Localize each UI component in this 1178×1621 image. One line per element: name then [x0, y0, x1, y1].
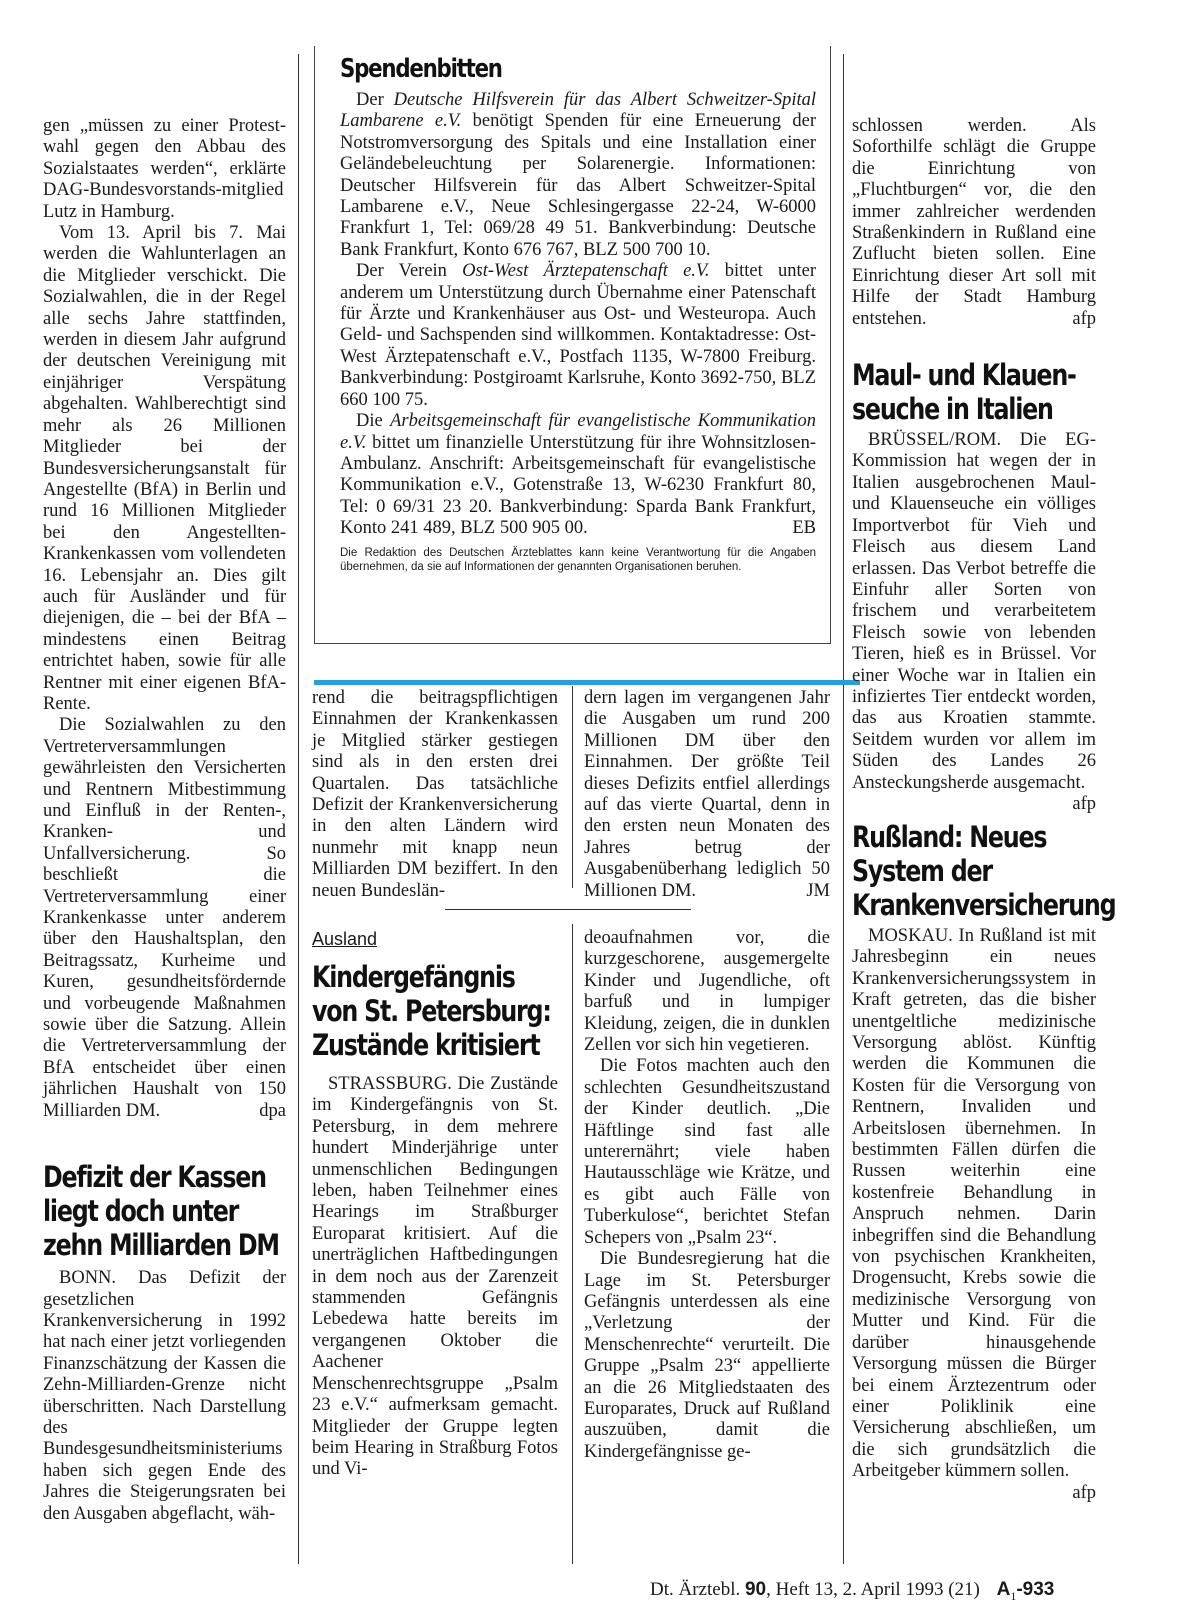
spendenbitten-content: [340, 54, 816, 575]
spenden-p3-text: bittet um finanzielle Unterstützung für ihre Wohnsitzlosen-Ambulanz. Anschrift: Arbeitsgemeinschaft für evangelistische Kommunikation e.V., Gotenstraße 13, W-6230 Frankfurt 80, Tel: 0 69/31 23 20. Bankverbindung: Sparda Bank Frankfurt, Konto 241 489, BLZ 500 905 00.: [340, 432, 816, 539]
spenden-p1-text: benötigt Spenden für eine Erneuerung der Notstromversorgung des Spitals und eine Installation einer Geländebeleuchtung per Solarenergie. Informationen: Deutscher Hilfsverein für das Albert Schweitzer-Spital Lambarene e.V., Neue Schlesingergasse 22-24, W-6000 Frankfurt 1, Tel: 069/28 49 51. Bankverbindung: Deutsche Bank Frankfurt, Konto 676 767, BLZ 500 700 10.: [340, 111, 816, 260]
headline-defizit: [43, 1160, 286, 1262]
paragraph-strassburg: STRASSBURG. Die Zustände im Kindergefängnis von St. Petersburg, in dem mehrere hundert Minderjährige unter unmenschlichen Bedingungen leben, haben Teilnehmer eines Hearings im Straßburger Europarat kritisiert. Auf die unerträglichen Haftbedingungen in dem noch aus der Zarenzeit stammenden Gefängnis Lebedewa hatte bereits im vergangenen Oktober die Aachener Menschenrechtsgruppe „Psalm 23 e.V.“ aufmerksam gemacht. Mitglieder der Gruppe legten beim Hearing in Straßburg Fotos und Vi-: [312, 1074, 558, 1480]
headline-defizit-line-3: zehn Milliarden DM: [43, 1228, 279, 1263]
agency-signature: dpa: [259, 1100, 286, 1121]
paragraph-defizit-cont-2-text: dern lagen im vergangenen Jahr die Ausgaben um rund 200 Millionen DM über den Einnahmen. Der größte Teil dieses Defizits entfiel allerdings auf das vierte Quartal, denn in den ersten neun Monaten des Jahres betrug der Ausgabenüberhang lediglich 50 Millionen DM.: [584, 688, 830, 901]
headline-maul-line-1: Maul- und Klauen-: [852, 358, 1076, 393]
article-divider: [445, 909, 691, 910]
footer-page-sub: 1: [1010, 1588, 1017, 1603]
agency-signature: afp: [1072, 308, 1096, 329]
defizit-continuation-col-2: [312, 688, 558, 902]
accent-divider: [314, 680, 860, 685]
headline-russland-line-3: Krankenversicherung: [852, 887, 1116, 922]
spenden-p2-org: Ost-West Ärztepatenschaft e.V.: [462, 261, 710, 282]
paragraph-fotos: Die Fotos machten auch den schlechten Gesundheitszustand der Kinder deutlich. „Die Häftlinge sind fast alle unterernährt; viele haben Hautausschläge wie Krätze, und es gibt auch Fälle von Tuberkulose“, berichtet Stefan Schepers von „Psalm 23“.: [584, 1056, 830, 1248]
headline-maul-line-2: seuche in Italien: [852, 392, 1053, 427]
page-footer: [650, 1579, 1054, 1604]
headline-kindergefaengnis-line-1: Kindergefängnis: [312, 960, 515, 994]
defizit-continuation-col-3: [584, 688, 830, 902]
headline-russland-line-1: Rußland: Neues: [852, 819, 1047, 854]
paragraph-bruessel: [852, 430, 1096, 814]
agency-signature: afp: [1072, 793, 1096, 814]
spenden-p2-lead: Der Verein: [356, 261, 463, 282]
paragraph-bonn: BONN. Das Defizit der gesetzlichen Krankenversicherung in 1992 hat nach einer jetzt vorliegenden Finanzschätzung der Kassen die Zehn-Milliarden-Grenze nicht überschritten. Nach Darstellung des Bundesgesundheitsministeriums haben sich gegen Ende des Jahres die Steigerungsraten bei den Ausgaben abgeflacht, wäh-: [43, 1268, 286, 1524]
agency-signature: EB: [792, 518, 816, 539]
spenden-disclaimer: Die Redaktion des Deutschen Ärzteblattes kann keine Verantwortung für die Angaben übernehmen, da sie auf Informationen der genannten Organisationen beruhen.: [340, 546, 816, 574]
spenden-paragraph-ostwest: [340, 261, 816, 411]
agency-signature: JM: [806, 880, 830, 901]
agency-signature: afp: [1072, 1482, 1096, 1503]
spenden-paragraph-schweitzer: [340, 90, 816, 261]
spenden-paragraph-evangelistisch: [340, 411, 816, 539]
headline-kindergefaengnis-line-2: von St. Petersburg:: [312, 994, 551, 1028]
column-1: [43, 116, 286, 1525]
paragraph-sozialwahlen-text: Die Sozialwahlen zu den Vertreterversammlungen gewährleisten den Versicherten und Rentnern Mitbestimmung und Einfluß in der Renten-, Kranken- und Unfallversicherung. So beschließt die Vertreterversammlung einer Krankenkasse unter anderem über den Haushaltsplan, den Beitragssatz, Kurheime und Kuren, gesundheitsfördernde und vorbeugende Maßnahmen sowie über die Satzung. Allein die Vertreterversammlung der BfA entscheidet über einen jährlichen Haushalt von 150 Milliarden DM.: [43, 715, 286, 1121]
spenden-p2-text: bittet unter anderem um Unterstützung durch Übernahme einer Patenschaft für Ärzte und Krankenhäuser aus Ost- und Westeuropa. Auch Geld- und Sachspenden sind willkommen. Kontaktadresse: Ost-West Ärztepatenschaft e.V., Postfach 1135, W-7800 Freiburg. Bankverbindung: Postgiroamt Karlsruhe, Konto 3692-750, BLZ 660 100 75.: [340, 261, 816, 410]
paragraph-moskau-text: MOSKAU. In Rußland ist mit Jahresbeginn ein neues Krankenversicherungssystem in Kraft getreten, das die bisher unentgeltliche medizinische Versorgung ablöst. Künftig werden die Kommunen die Kosten für die Versorgung von Rentnern, Invaliden und Arbeitslosen übernehmen. In bestimmten Fällen dürfen die Russen weiterhin eine kostenfreie Behandlung in Anspruch nehmen. Darin inbegriffen sind die Behandlung von psychischen Krankheiten, Drogensucht, Krebs sowie die medizinische Versorgung von Mutter und Kind. Für die darüber hinausgehende Versorgung müssen die Bürger bei einem Ärztezentrum oder einer Poliklinik eine Versicherung abschließen, um die sich grundsätzlich die Arbeitgeber kümmern sollen.: [852, 925, 1096, 1482]
column-4: [852, 116, 1116, 1504]
spenden-p3-lead: Die: [356, 411, 391, 432]
headline-russland: [852, 819, 1116, 922]
paragraph-protestwahl: gen „müssen zu einer Protest-wahl gegen den Abbau des Sozialstaates werden“, erklärte DAG-Bundesvorstands-mitglied Lutz in Hamburg.: [43, 116, 286, 222]
ausland-col-2: [312, 928, 558, 1481]
paragraph-wahlunterlagen: Vom 13. April bis 7. Mai werden die Wahlunterlagen an die Mitglieder verschickt. Die Sozialwahlen, die in der Regel alle sechs Jahre stattfinden, werden in diesem Jahr aufgrund der deutschen Vereinigung mit einjähriger Verspätung abgehalten. Wahlberechtigt sind mehr als 26 Millionen Mitglieder bei der Bundesversicherungsanstalt für Angestellte (BfA) in Berlin und rund 16 Millionen Mitglieder bei den Angestellten-Krankenkassen vom vollendeten 16. Lebensjahr an. Dies gilt auch für Ausländer und für diejenigen, die – bei der BfA – mindestens einen Beitrag entrichtet haben, sowie für alle Rentner mit einer eigenen BfA-Rente.: [43, 223, 286, 714]
headline-defizit-line-1: Defizit der Kassen: [43, 1160, 266, 1195]
paragraph-fluchtburgen-text: schlossen werden. Als Soforthilfe schlägt die Gruppe die Einrichtung von „Fluchtburgen“ vor, die den immer zahlreicher werdenden Straßenkindern in Rußland eine Zuflucht bieten sollen. Eine Einrichtung dieser Art soll mit Hilfe der Stadt Hamburg entstehen.: [852, 116, 1096, 329]
paragraph-videoaufnahmen: deoaufnahmen vor, die kurzgeschorene, ausgemergelte Kinder und Jugendliche, oft barfuß und in lumpiger Kleidung, zeigen, die in dunklen Zellen vor sich hin vegetieren.: [584, 928, 830, 1056]
headline-maul-klauenseuche: [852, 358, 1096, 426]
footer-page-prefix: A: [996, 1579, 1011, 1600]
column-rule-2: [572, 686, 573, 888]
headline-kindergefaengnis-line-3: Zustände kritisiert: [312, 1028, 540, 1062]
headline-defizit-line-2: liegt doch unter: [43, 1194, 239, 1229]
footer-journal: Dt. Ärztebl.: [650, 1579, 745, 1600]
paragraph-bundesregierung: Die Bundesregierung hat die Lage im St. Petersburger Gefängnis unterdessen als eine „Verletzung der Menschenrechte“ verurteilt. Die Gruppe „Psalm 23“ appellierte an die 26 Mitgliedstaaten des Europarates, Druck auf Rußland auszuüben, damit die Kindergefängnisse ge-: [584, 1249, 830, 1462]
column-rule-3: [572, 924, 573, 1564]
paragraph-defizit-cont-2: [584, 688, 830, 902]
spenden-p3-org: Arbeitsgemeinschaft für evangelistische Kommunikation e.V.: [340, 411, 816, 453]
paragraph-sozialwahlen: [43, 715, 286, 1122]
section-label-ausland: Ausland: [312, 929, 378, 949]
footer-volume: 90: [744, 1579, 767, 1600]
headline-russland-line-2: System der: [852, 853, 992, 888]
column-rule-1: [298, 54, 299, 1564]
paragraph-fluchtburgen: [852, 116, 1096, 330]
paragraph-defizit-cont-1: rend die beitragspflichtigen Einnahmen der Krankenkassen je Mitglied stärker gestiegen sind als in den ersten drei Quartalen. Das tatsächliche Defizit der Krankenversicherung in den alten Ländern wird nunmehr mit knapp neun Milliarden DM beziffert. In den neuen Bundeslän-: [312, 688, 558, 901]
spendenbitten-title: Spendenbitten: [340, 54, 502, 84]
footer-issue: , Heft 13, 2. April 1993 (21): [766, 1579, 980, 1600]
headline-kindergefaengnis: [312, 960, 558, 1062]
ausland-col-3: [584, 928, 830, 1463]
column-rule-4: [843, 54, 844, 1564]
paragraph-bruessel-text: BRÜSSEL/ROM. Die EG-Kommission hat wegen der in Italien ausgebrochenen Maul- und Klauenseuche ein völliges Importverbot für Vieh und Fleisch aus diesem Land erlassen. Das Verbot betreffe die Einfuhr aller Sorten von frischem und verarbeitetem Fleisch sowie von lebenden Tieren, hieß es in Brüssel. Vor einer Woche war in Italien ein infiziertes Tier entdeckt worden, das aus Kroatien stammte. Seitdem wurden vor allem im Süden des Landes 26 Ansteckungsherde ausgemacht.: [852, 430, 1096, 793]
spenden-p1-org: Deutsche Hilfsverein für das Albert Schweitzer-Spital Lambarene e.V.: [340, 90, 817, 132]
paragraph-moskau: [852, 925, 1096, 1503]
footer-page-number: -933: [1016, 1579, 1055, 1600]
spenden-p1-lead: Der: [356, 90, 394, 110]
